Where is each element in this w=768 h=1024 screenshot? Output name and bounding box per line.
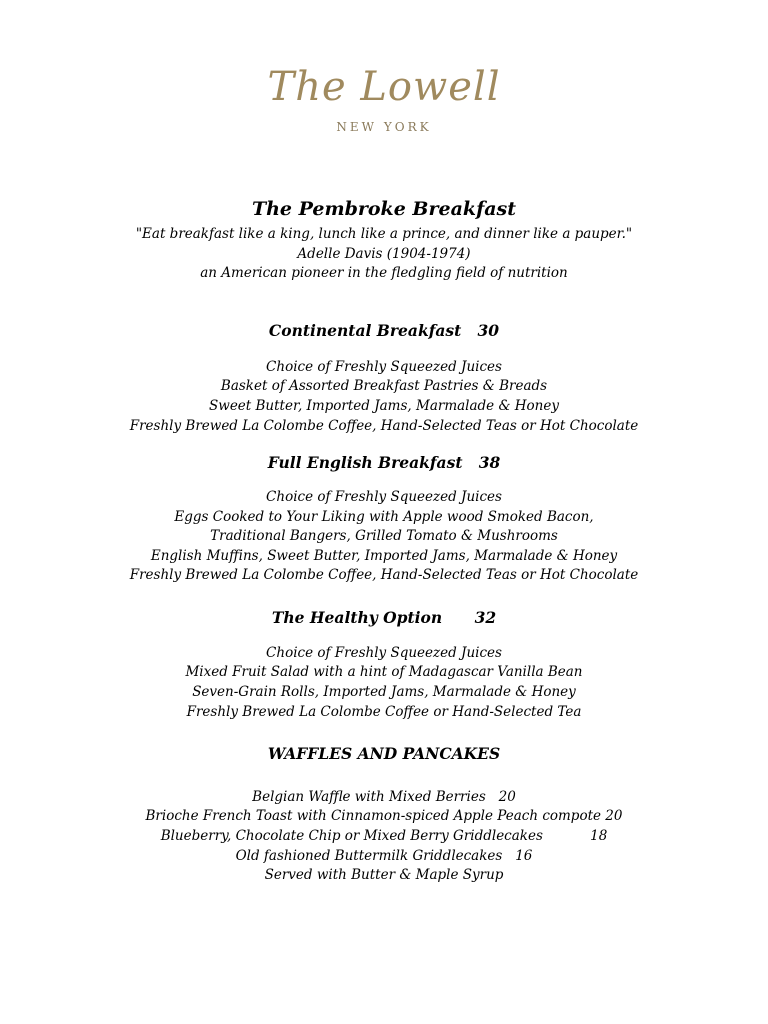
menu-item: Freshly Brewed La Colombe Coffee, Hand-Selected Teas or Hot Chocolate [129, 567, 639, 583]
quote-author-description: an American pioneer in the fledgling field of nutrition [200, 265, 568, 281]
section-name: Full English Breakfast [267, 453, 463, 472]
menu-item: English Muffins, Sweet Butter, Imported Jams, Marmalade & Honey [150, 548, 618, 564]
item-label: Belgian Waffle with Mixed Berries [252, 789, 486, 805]
item-price: 16 [515, 848, 533, 864]
menu-item [0, 789, 768, 805]
section-price: 30 [477, 321, 500, 340]
menu-item: Traditional Bangers, Grilled Tomato & Mushrooms [210, 528, 558, 544]
section-heading-continental [0, 321, 768, 340]
section-heading-english [0, 453, 768, 472]
menu-item: Sweet Butter, Imported Jams, Marmalade & Honey [209, 398, 559, 414]
waffles-note: Served with Butter & Maple Syrup [264, 867, 504, 883]
hotel-location: NEW YORK [336, 120, 432, 134]
quote-author: Adelle Davis (1904-1974) [297, 246, 471, 262]
section-name: The Healthy Option [271, 608, 443, 627]
item-label: Old fashioned Buttermilk Griddlecakes [235, 848, 503, 864]
section-price: 38 [478, 453, 501, 472]
item-label: Blueberry, Chocolate Chip or Mixed Berry Griddlecakes [160, 828, 543, 844]
quote: "Eat breakfast like a king, lunch like a prince, and dinner like a pauper." [135, 226, 633, 242]
section-price: 32 [474, 608, 497, 627]
item-price: 20 [498, 789, 516, 805]
item-price: 20 [605, 808, 623, 824]
section-name: Continental Breakfast [268, 321, 462, 340]
section-heading-waffles: WAFFLES AND PANCAKES [267, 744, 501, 763]
menu-item: Eggs Cooked to Your Liking with Apple wood Smoked Bacon, [174, 509, 594, 525]
item-label: Brioche French Toast with Cinnamon-spiced Apple Peach compote [145, 808, 601, 824]
menu-item: Seven-Grain Rolls, Imported Jams, Marmalade & Honey [192, 684, 576, 700]
menu-item [0, 808, 768, 824]
menu-item: Basket of Assorted Breakfast Pastries & Breads [220, 378, 548, 394]
menu-item: Freshly Brewed La Colombe Coffee, Hand-Selected Teas or Hot Chocolate [129, 418, 639, 434]
menu-item: Choice of Freshly Squeezed Juices [266, 359, 502, 375]
menu-item: Choice of Freshly Squeezed Juices [266, 489, 502, 505]
menu-item [0, 828, 768, 844]
section-heading-healthy [0, 608, 768, 627]
menu-item: Choice of Freshly Squeezed Juices [266, 645, 502, 661]
item-price: 18 [590, 828, 608, 844]
hotel-logo: The Lowell [267, 64, 501, 110]
menu-title: The Pembroke Breakfast [251, 198, 517, 220]
menu-item: Freshly Brewed La Colombe Coffee or Hand-Selected Tea [186, 704, 582, 720]
menu-item [0, 848, 768, 864]
menu-item: Mixed Fruit Salad with a hint of Madagascar Vanilla Bean [185, 664, 583, 680]
